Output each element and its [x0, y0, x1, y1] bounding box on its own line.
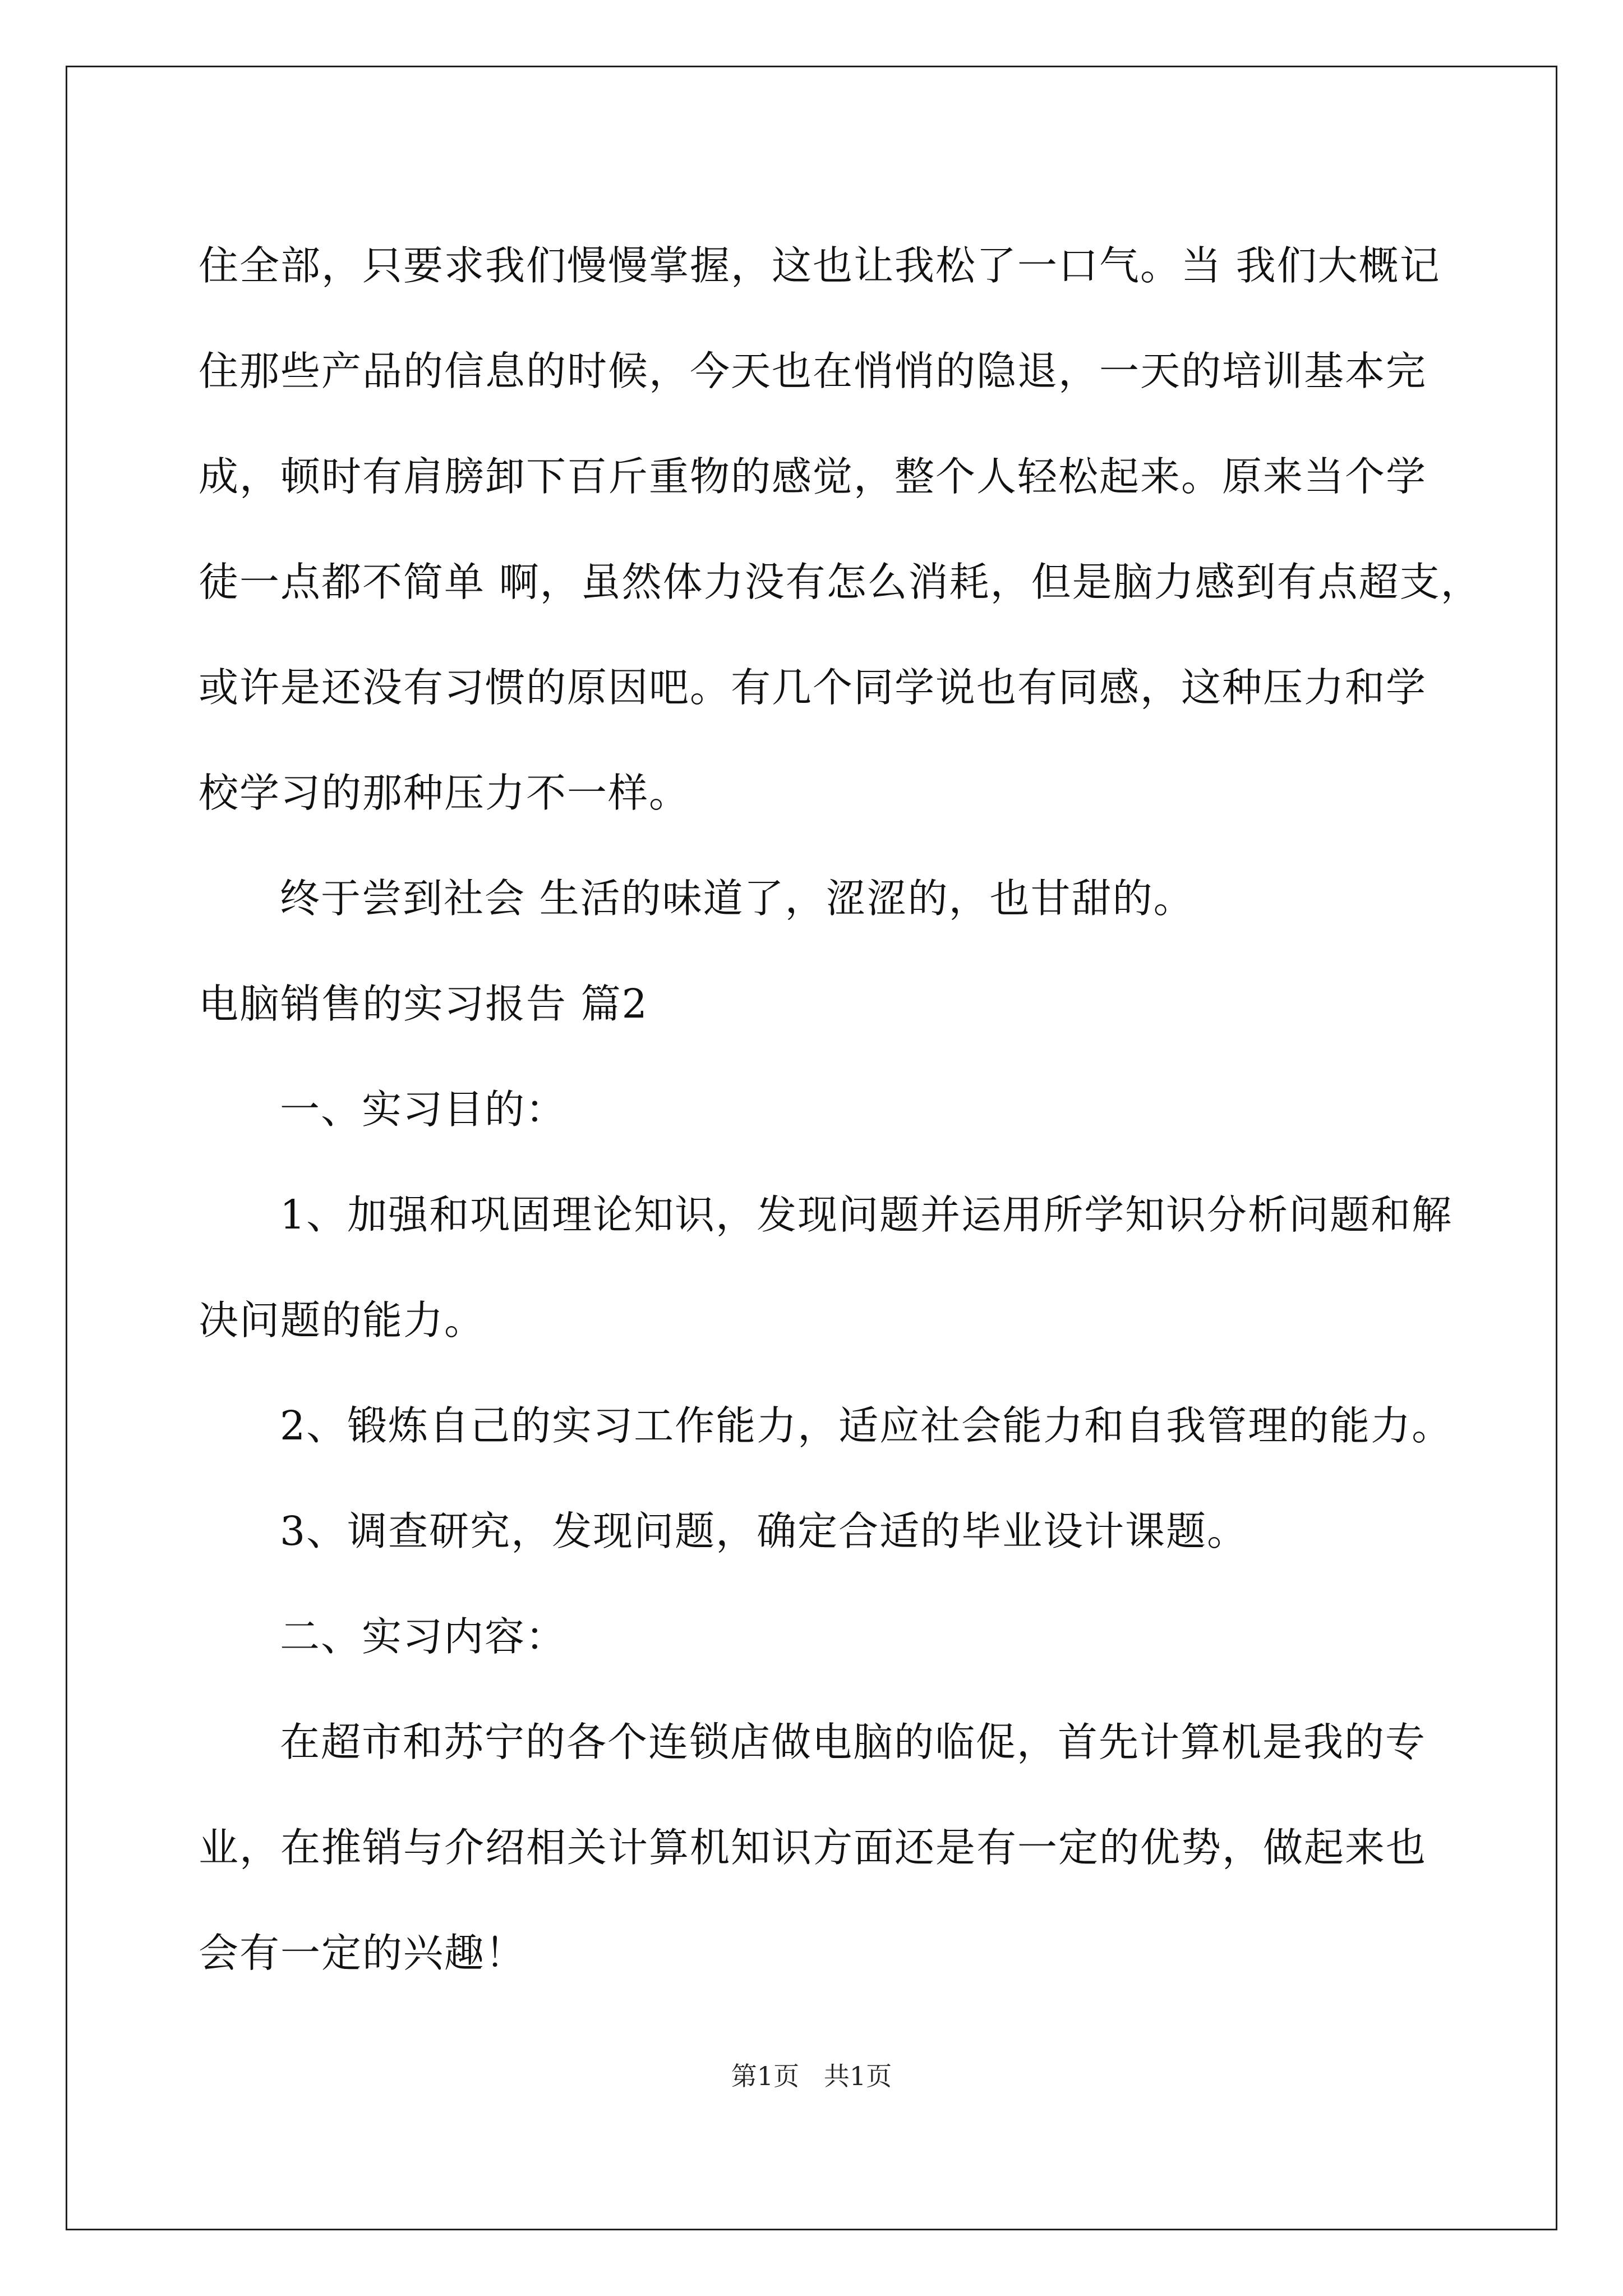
paragraph-line: 徒一点都不简单 啊，虽然体力没有怎么消耗，但是脑力感到有点超支，	[199, 559, 1482, 605]
page-footer: 第1页 共1页	[731, 2061, 892, 2091]
section-heading: 电脑销售的实习报告 篇2	[199, 981, 648, 1027]
list-item: 3、调查研究，发现问题，确定合适的毕业设计课题。	[280, 1508, 1248, 1554]
document-body	[199, 213, 1482, 2006]
paragraph-line: 终于尝到社会 生活的味道了，涩涩的，也甘甜的。	[280, 875, 1195, 922]
paragraph-line: 校学习的那种压力不一样。	[199, 770, 690, 816]
paragraph-line: 业，在推销与介绍相关计算机知识方面还是有一定的优势，做起来也	[199, 1824, 1427, 1871]
paragraph-line: 成，顿时有肩膀卸下百斤重物的感觉，整个人轻松起来。原来当个学	[199, 453, 1427, 500]
paragraph-line: 会有一定的兴趣！	[199, 1930, 527, 1976]
paragraph-line: 在超市和苏宁的各个连锁店做电脑的临促，首先计算机是我的专	[280, 1719, 1427, 1765]
list-item-continuation: 决问题的能力。	[199, 1297, 486, 1343]
subsection-heading: 一、实习目的：	[280, 1086, 567, 1133]
paragraph-line: 住全部，只要求我们慢慢掌握，这也让我松了一口气。当 我们大概记	[199, 242, 1441, 289]
list-item: 1、加强和巩固理论知识，发现问题并运用所学知识分析问题和解	[280, 1191, 1453, 1238]
paragraph-line: 或许是还没有习惯的原因吧。有几个同学说也有同感，这种压力和学	[199, 664, 1427, 711]
list-item: 2、锻炼自己的实习工作能力，适应社会能力和自我管理的能力。	[280, 1402, 1453, 1449]
paragraph-line: 住那些产品的信息的时候，今天也在悄悄的隐退，一天的培训基本完	[199, 348, 1427, 394]
subsection-heading: 二、实习内容：	[280, 1613, 567, 1660]
